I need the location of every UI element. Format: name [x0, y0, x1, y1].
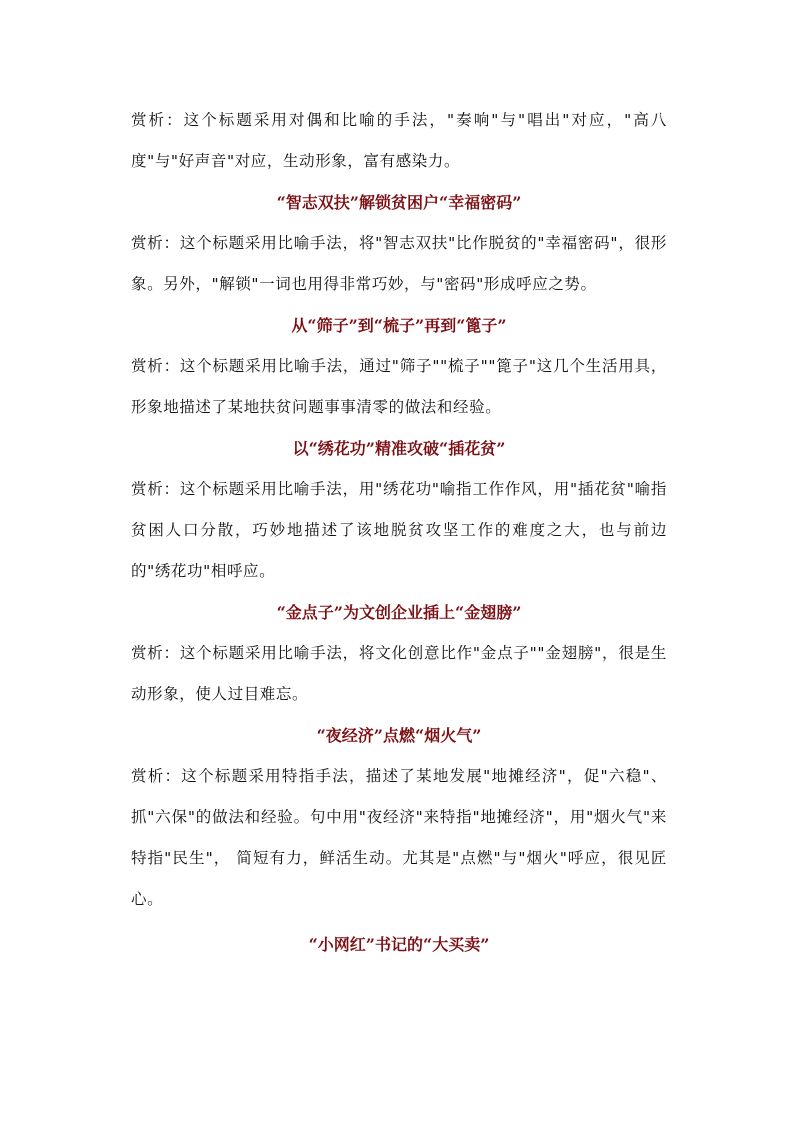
headline-5: “金点子”为文创企业插上“金翅膀” [276, 603, 522, 622]
analysis-paragraph-5: 赏析：这个标题采用比喻手法，将文化创意比作"金点子""金翅膀"，很是生动形象，使人过目难忘。 [131, 644, 667, 703]
analysis-paragraph-6: 赏析：这个标题采用特指手法，描述了某地发展"地摊经济"，促"六稳"、抓"六保"的做法和经验。句中用"夜经济"来特指"地摊经济"，用"烟火气"来特指"民生"， 简短有力，鲜活生动。尤其是"点燃"与"烟火"呼应，很见匠心。 [131, 767, 667, 908]
analysis-paragraph-2: 赏析：这个标题采用比喻手法，将"智志双扶"比作脱贫的"幸福密码"，很形象。另外，"解锁"一词也用得非常巧妙，与"密码"形成呼应之势。 [131, 234, 667, 293]
headline-3: 从“筛子”到“梳子”再到“篦子” [291, 316, 507, 335]
document-body [131, 100, 667, 965]
headline-2: “智志双扶”解锁贫困户“幸福密码” [276, 193, 522, 212]
headline-7: “小网红”书记的“大买卖” [308, 935, 490, 954]
analysis-paragraph-4: 赏析：这个标题采用比喻手法，用"绣花功"喻指工作作风，用"插花贫"喻指贫困人口分散，巧妙地描述了该地脱贫攻坚工作的难度之大，也与前边的"绣花功"相呼应。 [131, 480, 667, 580]
headline-4: 以“绣花功”精准攻破“插花贫” [292, 439, 506, 458]
analysis-paragraph-1: 赏析：这个标题采用对偶和比喻的手法，"奏响"与"唱出"对应，"高八度"与"好声音"对应，生动形象，富有感染力。 [131, 111, 667, 170]
analysis-paragraph-3: 赏析：这个标题采用比喻手法，通过"筛子""梳子""篦子"这几个生活用具，形象地描述了某地扶贫问题事事清零的做法和经验。 [131, 357, 667, 416]
headline-6: “夜经济”点燃“烟火气” [316, 726, 482, 745]
